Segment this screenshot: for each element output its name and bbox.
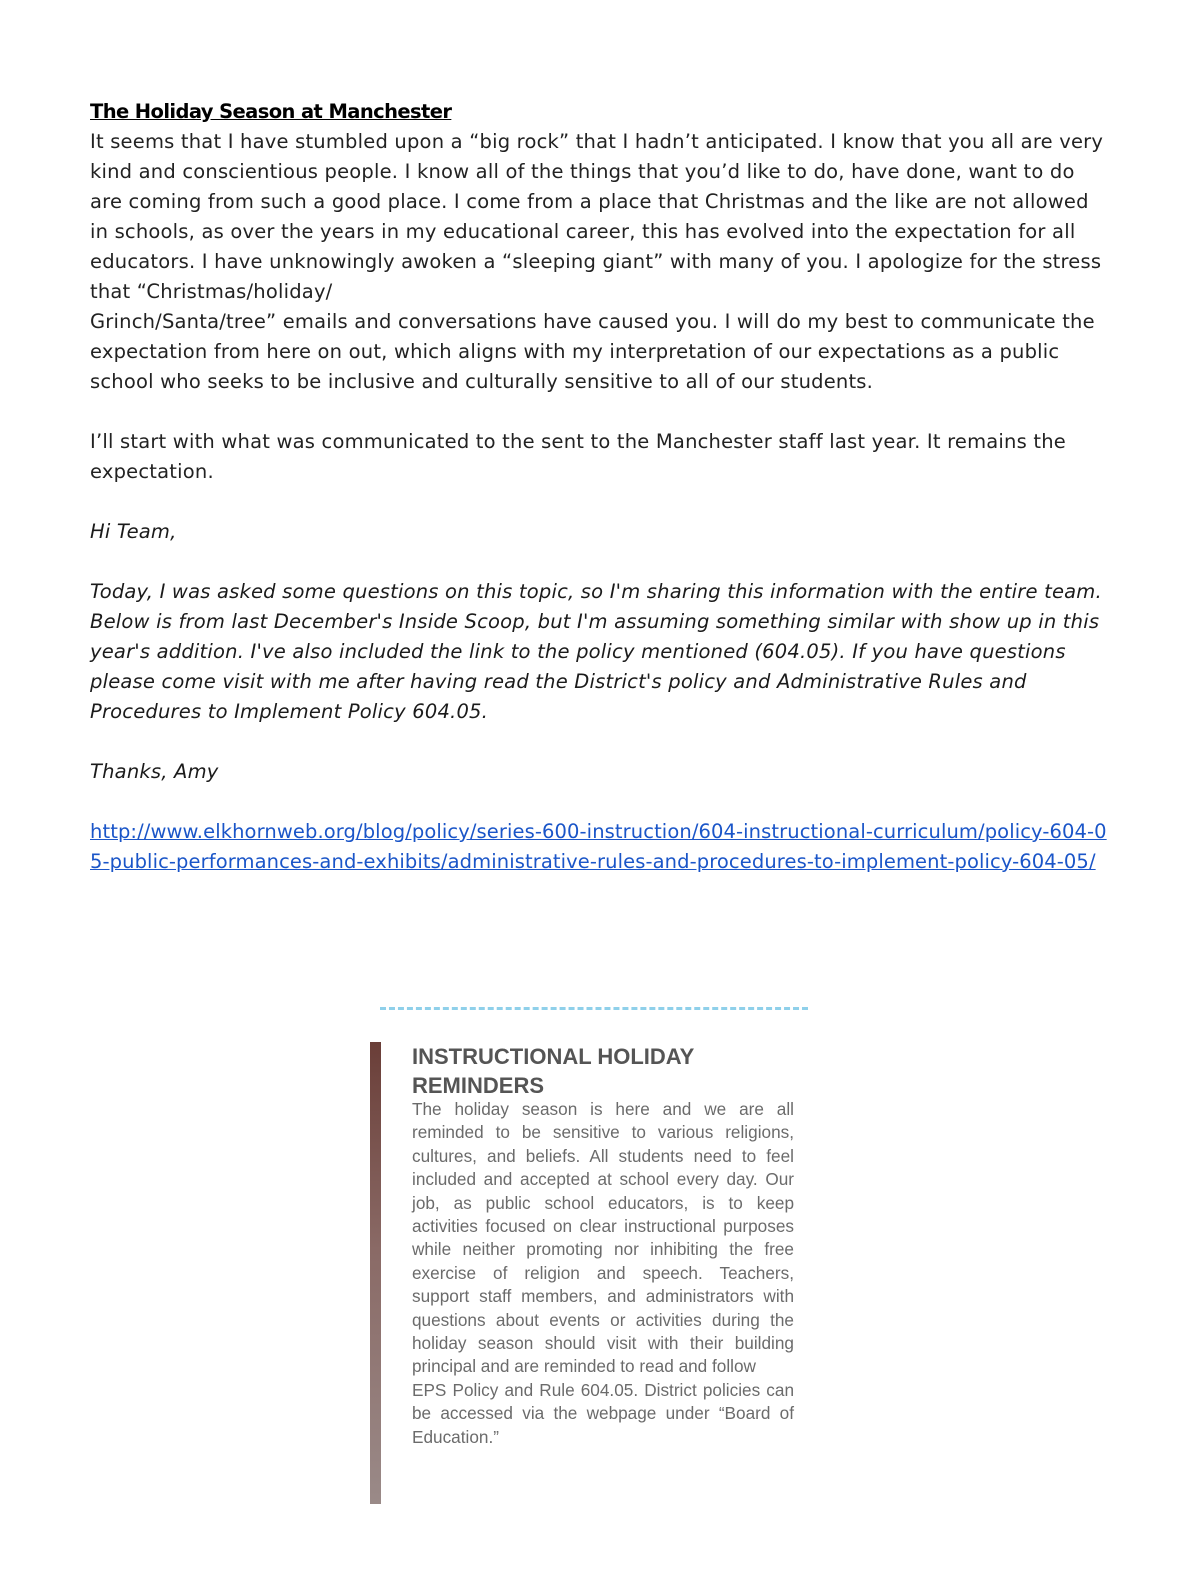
email-signoff: Thanks, Amy xyxy=(90,760,219,783)
intro-paragraph: It seems that I have stumbled upon a “big rock” that I hadn’t anticipated. I know that you all are very kind and conscientious people. I know all of the things that you’d like to do, have done, want to do are coming from such a good place. I come from a place that Christmas and the like are not allowed in schools, as over the years in my educational career, this has evolved into the expectation for all educators. I have unknowingly awoken a “sleeping giant” with many of you. I apologize for the stress that “Christmas/holiday/ Grinch/Santa/tree” emails and conversations have caused you. I will do my best to communicate the expectation from here on out, which aligns with my interpretation of our expectations as a public school who seeks to be inclusive and culturally sensitive to all of our students. xyxy=(90,130,1104,393)
newsletter-clipping xyxy=(370,1042,800,1504)
clipping-title: INSTRUCTIONAL HOLIDAY REMINDERS xyxy=(412,1044,694,1098)
spacer xyxy=(90,547,1110,577)
spacer xyxy=(90,727,1110,757)
letter-content xyxy=(90,97,1110,877)
spacer xyxy=(90,487,1110,517)
page-title: The Holiday Season at Manchester xyxy=(90,100,452,123)
clipping-body xyxy=(412,1098,794,1449)
email-body: Today, I was asked some questions on this topic, so I'm sharing this information with the entire team. Below is from last December's Inside Scoop, but I'm assuming something similar with show up in this year's addition. I've also included the link to the policy mentioned (604.05). If you have questions please come visit with me after having read the District's policy and Administrative Rules and Procedures to Implement Policy 604.05. xyxy=(90,580,1102,723)
dashed-divider xyxy=(380,1007,808,1010)
clipping-body-part2: EPS Policy and Rule 604.05. District policies can be accessed via the webpage under “Board of Education.” xyxy=(412,1379,794,1447)
policy-link[interactable]: http://www.elkhornweb.org/blog/policy/series-600-instruction/604-instructional-curriculum/policy-604-05-public-performances-and-exhibits/administrative-rules-and-procedures-to-implement-policy-604-05/ xyxy=(90,820,1107,873)
spacer xyxy=(90,397,1110,427)
spacer xyxy=(90,787,1110,817)
accent-bar xyxy=(370,1042,381,1504)
clipping-body-part1: The holiday season is here and we are all reminded to be sensitive to various religions, cultures, and beliefs. All students need to feel included and accepted at school every day. Our job, as public school educators, is to keep activities focused on clear instructional purposes while neither promoting nor inhibiting the free exercise of religion and speech. Teachers, support staff members, and administrators with questions about events or activities during the holiday season should visit with their building principal and are reminded to read and follow xyxy=(412,1099,794,1377)
expectation-paragraph: I’ll start with what was communicated to the sent to the Manchester staff last year. It remains the expectation. xyxy=(90,430,1066,483)
email-greeting: Hi Team, xyxy=(90,520,177,543)
